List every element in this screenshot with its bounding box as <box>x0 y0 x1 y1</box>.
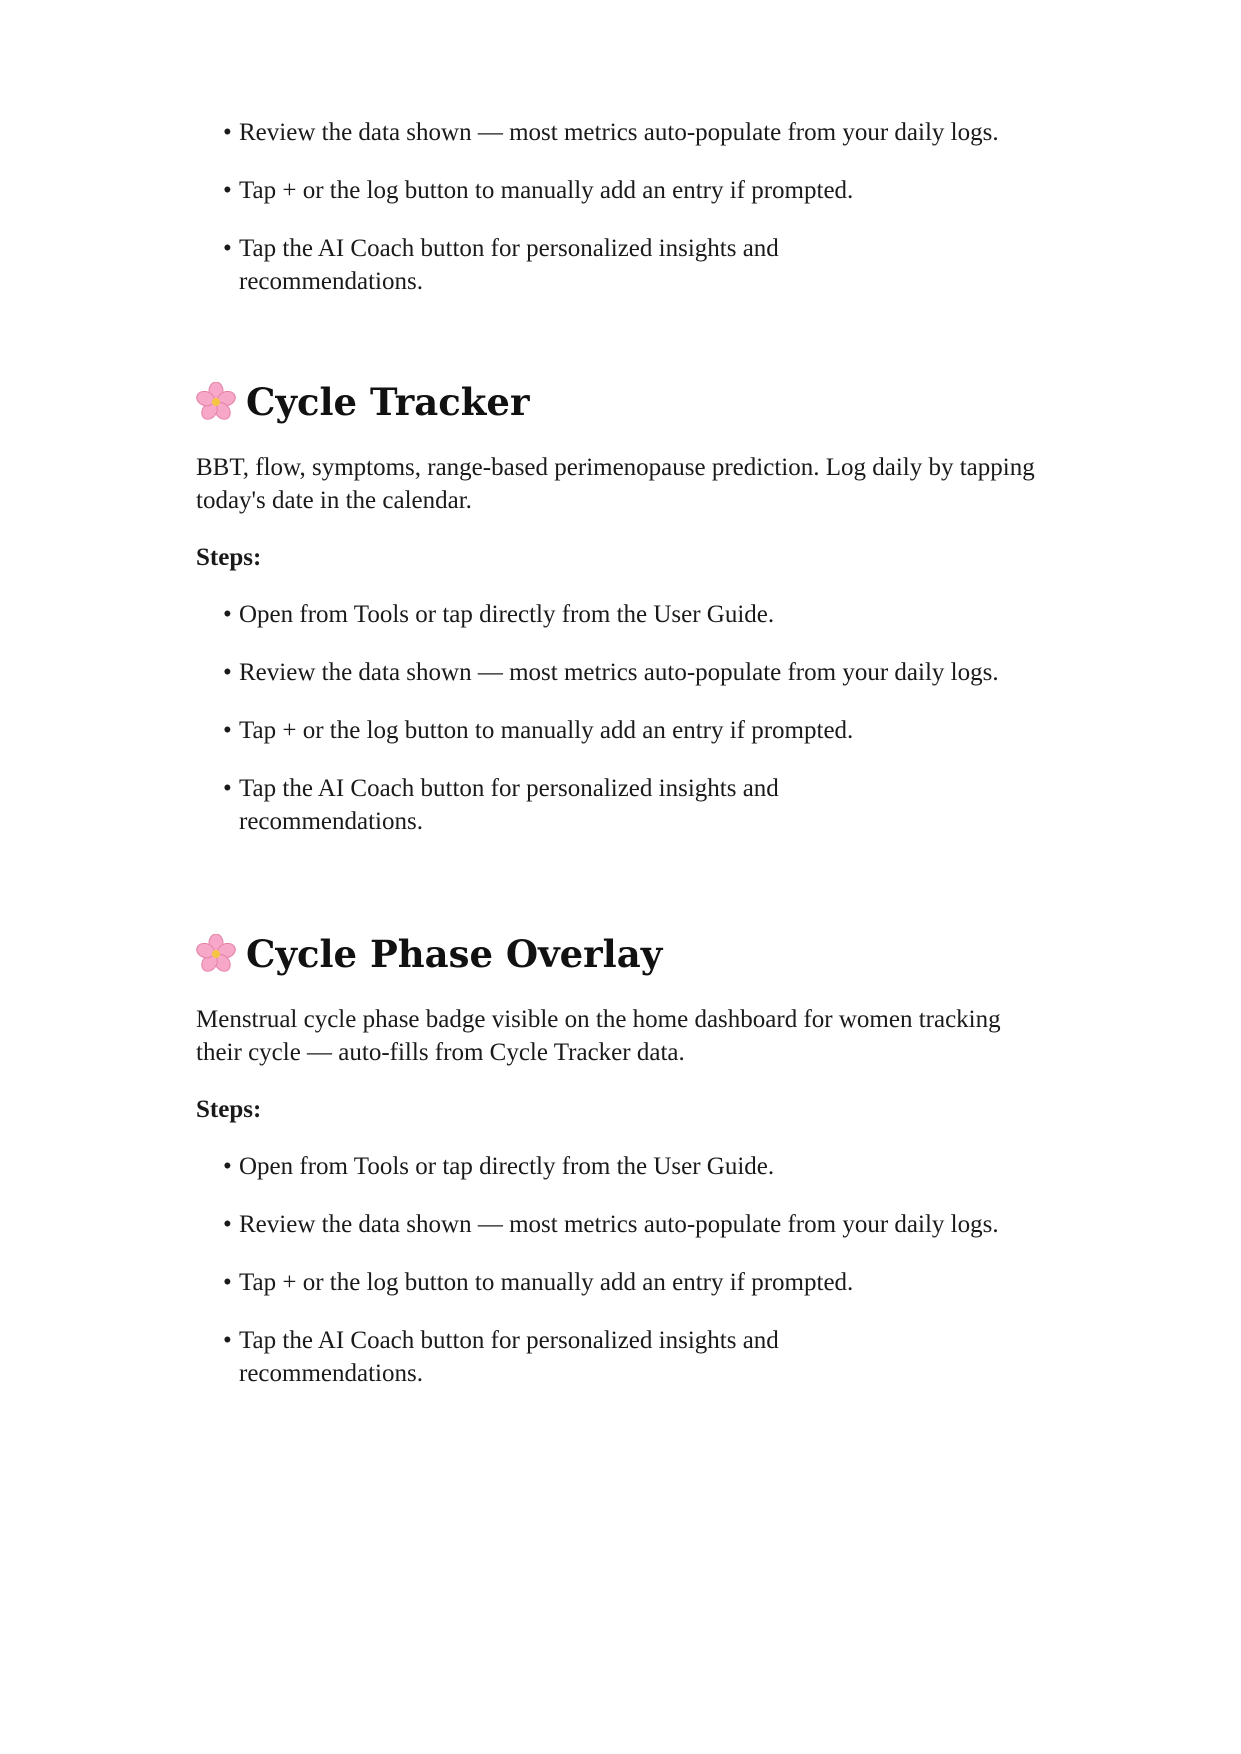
list-item: • Review the data shown — most metrics auto-populate from your daily logs. <box>223 119 999 146</box>
list-item: • Review the data shown — most metrics auto-populate from your daily logs. <box>223 659 999 686</box>
section-description: Menstrual cycle phase badge visible on the home dashboard for women tracking their cycle — auto-fills from Cycle Tracker data. <box>196 1006 1001 1066</box>
section-cycle-phase-overlay <box>196 930 1046 1415</box>
step-list <box>196 1150 1046 1390</box>
step-list <box>196 598 1046 838</box>
list-item: • Tap + or the log button to manually add an entry if prompted. <box>223 1269 854 1296</box>
steps-label: Steps: <box>196 1096 262 1123</box>
list-item: • Open from Tools or tap directly from the User Guide. <box>223 1153 775 1180</box>
cherry-blossom-icon <box>196 382 236 422</box>
intro-steps <box>196 116 1046 323</box>
list-item: • Open from Tools or tap directly from the User Guide. <box>223 601 775 628</box>
list-item: • Tap the AI Coach button for personalized insights and recommendations. <box>223 775 779 835</box>
list-item: • Tap the AI Coach button for personalized insights and recommendations. <box>223 1327 779 1387</box>
cherry-blossom-icon <box>196 934 236 974</box>
list-item: • Tap + or the log button to manually add an entry if prompted. <box>223 717 854 744</box>
section-heading: Cycle Tracker <box>196 378 1046 426</box>
list-item: • Tap the AI Coach button for personalized insights and recommendations. <box>223 235 779 295</box>
section-description: BBT, flow, symptoms, range-based perimenopause prediction. Log daily by tapping today's date in the calendar. <box>196 454 1035 514</box>
section-cycle-tracker <box>196 378 1046 863</box>
section-heading: Cycle Phase Overlay <box>196 930 1046 978</box>
steps-label: Steps: <box>196 544 262 571</box>
list-item: • Review the data shown — most metrics auto-populate from your daily logs. <box>223 1211 999 1238</box>
step-list <box>196 116 1046 298</box>
list-item: • Tap + or the log button to manually add an entry if prompted. <box>223 177 854 204</box>
